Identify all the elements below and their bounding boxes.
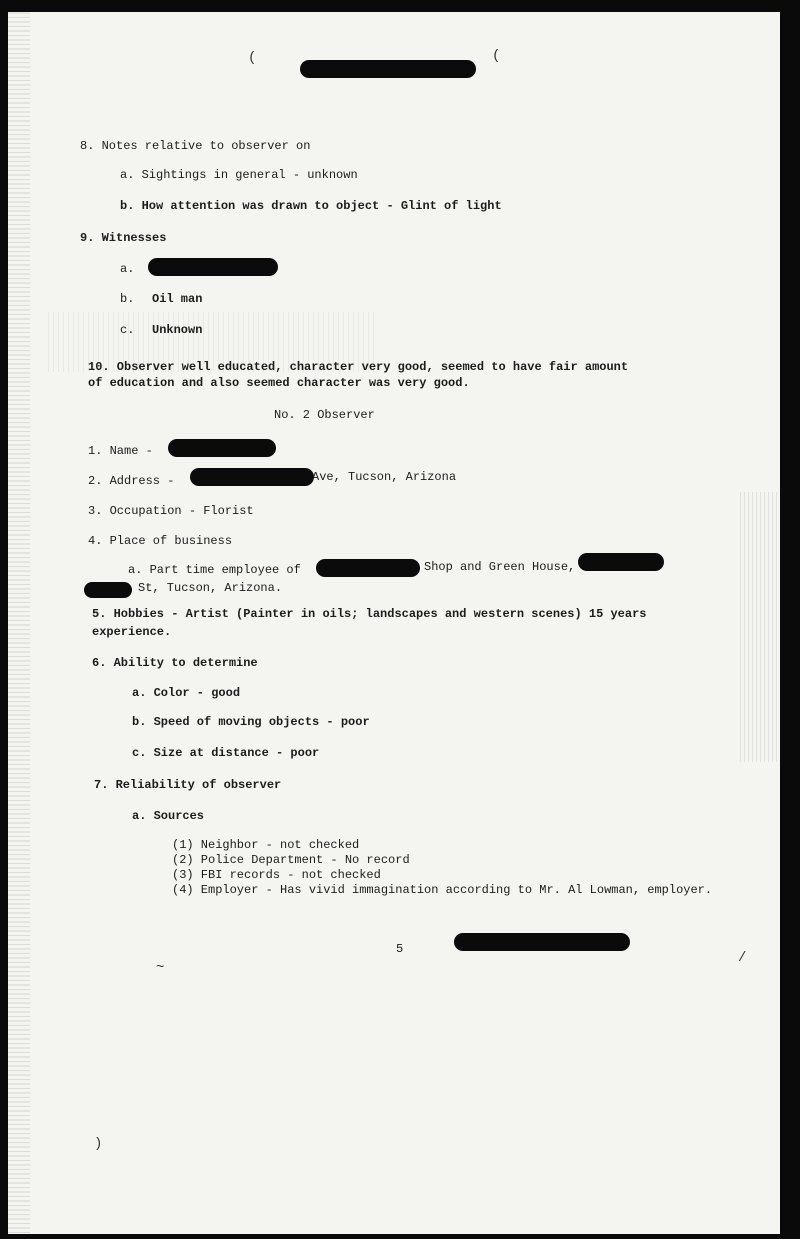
- obs2-name: 1. Name -: [88, 444, 153, 458]
- obs2-source-3: (3) FBI records - not checked: [172, 868, 381, 882]
- observer-2-heading: No. 2 Observer: [274, 408, 375, 422]
- obs2-hobbies-line-1: 5. Hobbies - Artist (Painter in oils; landscapes and western scenes) 15 years: [92, 607, 647, 621]
- witness-a-label: a.: [120, 262, 135, 276]
- obs2-ability-a: a. Color - good: [132, 686, 241, 700]
- section-10-line-2: of education and also seemed character was very good.: [88, 376, 470, 390]
- obs2-pob-a-line2: St, Tucson, Arizona.: [138, 581, 283, 595]
- scan-mark: ): [94, 1136, 103, 1152]
- witness-b-label: b.: [120, 292, 135, 306]
- page-number: 5: [396, 942, 404, 956]
- scan-mark: /: [738, 950, 747, 966]
- obs2-source-1: (1) Neighbor - not checked: [172, 838, 360, 852]
- obs2-reliability-heading: 7. Reliability of observer: [94, 778, 282, 792]
- obs2-occupation: 3. Occupation - Florist: [88, 504, 254, 518]
- section-10-line-1: 10. Observer well educated, character very good, seemed to have fair amount: [88, 360, 629, 374]
- redaction-employer: [316, 559, 420, 577]
- scan-noise-left: [8, 12, 30, 1234]
- witness-c-label: c.: [120, 323, 135, 337]
- obs2-address-suffix: Ave, Tucson, Arizona: [312, 470, 457, 484]
- witness-b-value: Oil man: [152, 292, 203, 306]
- witness-c-value: Unknown: [152, 323, 203, 337]
- scan-noise-right: [740, 492, 780, 762]
- redaction-name: [168, 439, 276, 457]
- obs2-ability-c: c. Size at distance - poor: [132, 746, 320, 760]
- obs2-source-4: (4) Employer - Has vivid immagination according to Mr. Al Lowman, employer.: [172, 883, 713, 897]
- redaction-witness-a: [148, 258, 278, 276]
- obs2-source-2: (2) Police Department - No record: [172, 853, 410, 867]
- section-8-item-b: b. How attention was drawn to object - Glint of light: [120, 199, 502, 213]
- redaction-employer-street: [84, 582, 132, 598]
- scan-mark: ~: [156, 960, 165, 976]
- section-8-item-a: a. Sightings in general - unknown: [120, 168, 358, 182]
- scan-mark: (: [248, 50, 257, 66]
- section-9-heading: 9. Witnesses: [80, 231, 167, 245]
- obs2-sources: a. Sources: [132, 809, 205, 823]
- section-8-heading: 8. Notes relative to observer on: [80, 139, 311, 153]
- scan-mark: (: [492, 48, 501, 64]
- redaction-employer-address: [578, 553, 664, 571]
- obs2-hobbies-line-2: experience.: [92, 625, 172, 639]
- obs2-place-of-business: 4. Place of business: [88, 534, 233, 548]
- obs2-ability-b: b. Speed of moving objects - poor: [132, 715, 370, 729]
- redaction-header: [300, 60, 476, 78]
- obs2-pob-a-prefix: a. Part time employee of: [128, 563, 301, 577]
- obs2-pob-a-mid: Shop and Green House,: [424, 560, 576, 574]
- obs2-address-label: 2. Address -: [88, 474, 175, 488]
- redaction-footer: [454, 933, 630, 951]
- redaction-address: [190, 468, 314, 486]
- document-page: [8, 12, 780, 1234]
- obs2-ability-heading: 6. Ability to determine: [92, 656, 258, 670]
